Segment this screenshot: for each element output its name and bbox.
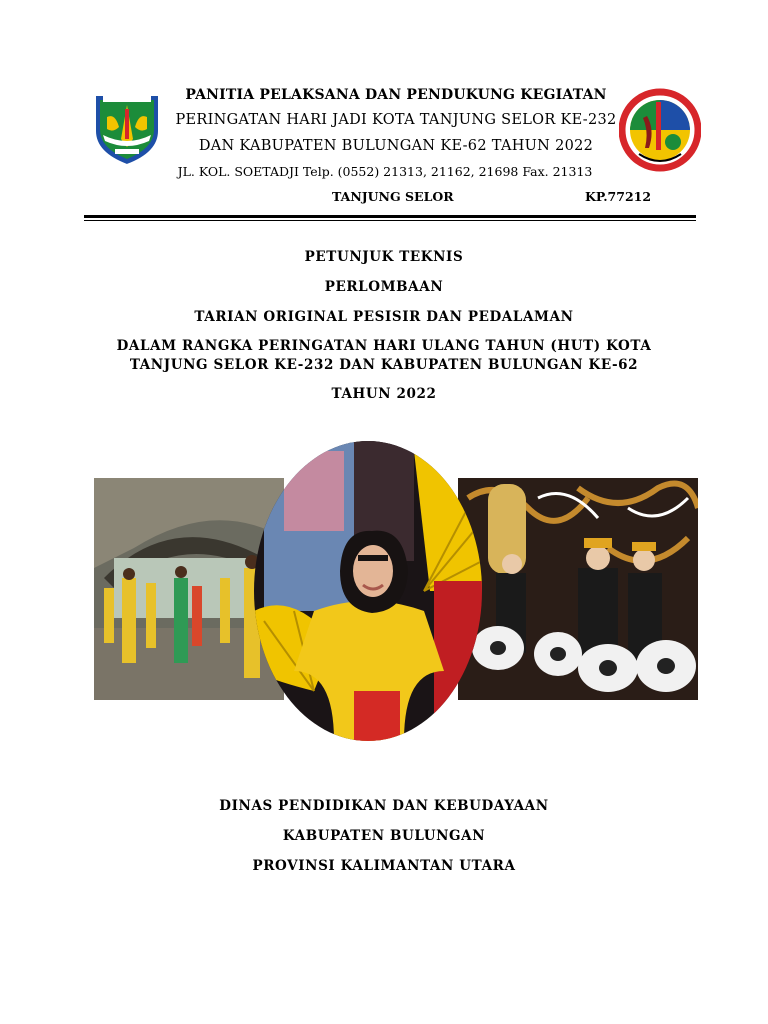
event-title-line-2: DAN KABUPATEN BULUNGAN KE-62 TAHUN 2022: [198, 138, 594, 154]
inland-dance-photo: [458, 478, 698, 700]
doc-title-3: TARIAN ORIGINAL PESISIR DAN PEDALAMAN: [194, 309, 574, 325]
event-title-line: PERINGATAN HARI JADI KOTA TANJUNG SELOR KE-232: [175, 112, 617, 128]
letterhead-divider-thin: [84, 220, 696, 221]
anniversary-emblem-logo: [619, 86, 701, 174]
agency-name: DINAS PENDIDIKAN DAN KEBUDAYAAN: [219, 798, 549, 814]
city-label: TANJUNG SELOR: [332, 189, 454, 204]
doc-title-6: TAHUN 2022: [331, 386, 437, 402]
regency-name: KABUPATEN BULUNGAN: [282, 828, 486, 844]
province-name: PROVINSI KALIMANTAN UTARA: [252, 858, 516, 874]
address-line: JL. KOL. SOETADJI Telp. (0552) 21313, 21162, 21698 Fax. 21313: [177, 164, 593, 179]
featured-dancer-photo: [254, 441, 482, 741]
letterhead-divider-thick: [84, 215, 696, 218]
doc-title-5: TANJUNG SELOR KE-232 DAN KABUPATEN BULUNGAN KE-62: [129, 357, 639, 373]
postal-code: KP.77212: [585, 189, 652, 204]
doc-title-4: DALAM RANGKA PERINGATAN HARI ULANG TAHUN (HUT) KOTA: [116, 338, 652, 354]
doc-title-1: PETUNJUK TEKNIS: [304, 249, 464, 265]
bulungan-regency-logo: [89, 87, 165, 167]
doc-title-2: PERLOMBAAN: [324, 279, 444, 295]
committee-title: PANITIA PELAKSANA DAN PENDUKUNG KEGIATAN: [185, 87, 607, 103]
